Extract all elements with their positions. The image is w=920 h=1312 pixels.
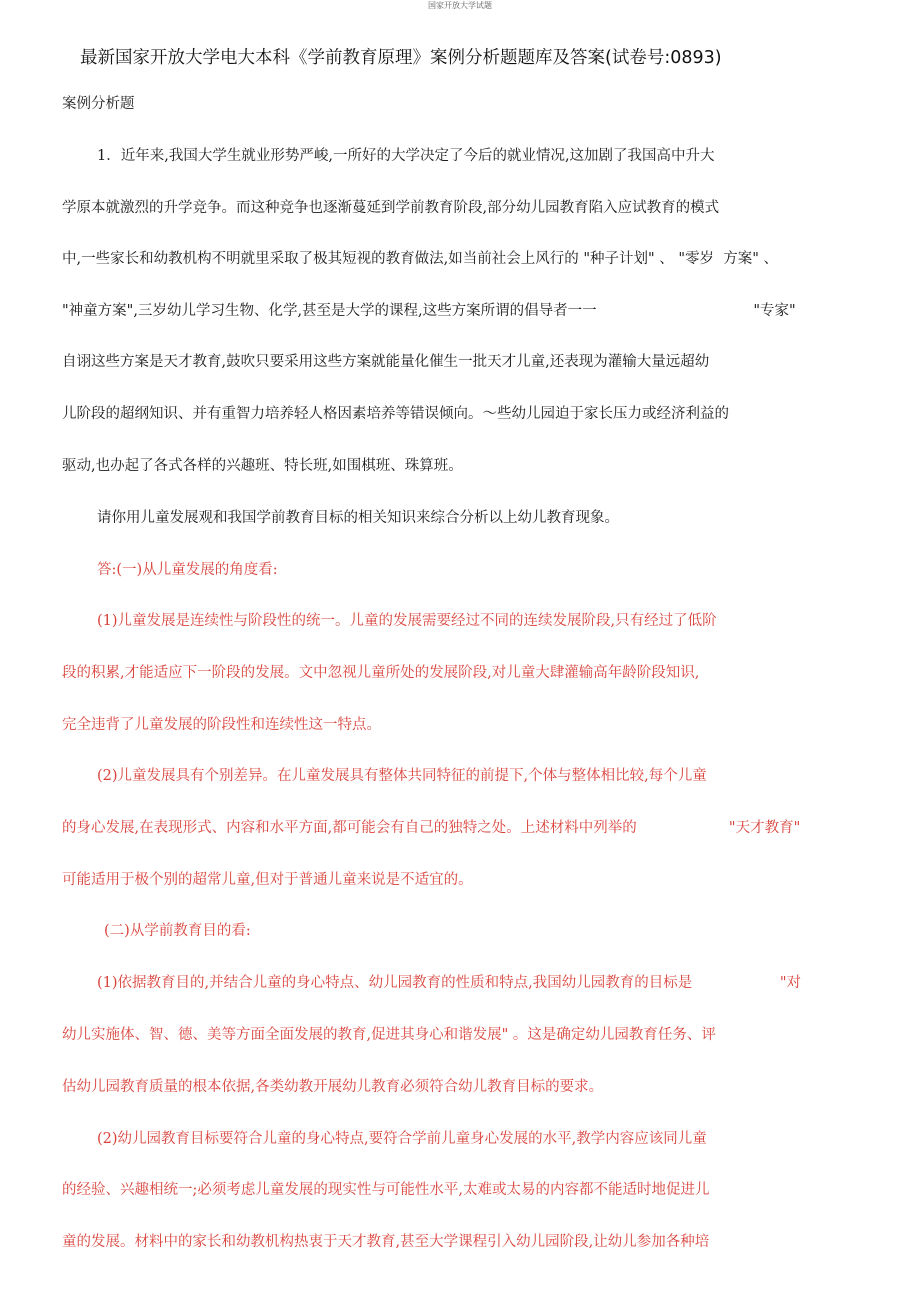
- answer-heading-2: (二)从学前教育目的看:: [104, 923, 251, 939]
- question-line: "神童方案",三岁幼儿学习生物、化学,甚至是大学的课程,这些方案所谓的倡导者一一 "专家": [62, 303, 796, 319]
- answer-line: 童的发展。材料中的家长和幼教机构热衷于天才教育,甚至大学课程引入幼儿园阶段,让幼儿参加各种培: [62, 1234, 710, 1250]
- answer-line: 可能适用于极个别的超常儿童,但对于普通儿童来说是不适宜的。: [62, 872, 473, 888]
- answer-line: (1)儿童发展是连续性与阶段性的统一。儿童的发展需要经过不同的连续发展阶段,只有经过了低阶: [97, 613, 717, 629]
- answer-line: 的身心发展,在表现形式、内容和水平方面,都可能会有自己的独特之处。上述材料中列举的 "天才教育": [62, 820, 801, 836]
- question-line: 自诩这些方案是天才教育,鼓吹只要采用这些方案就能量化催生一批天才儿童,还表现为灌输大量远超幼: [62, 354, 710, 370]
- running-header: 国家开放大学试题: [428, 1, 492, 10]
- answer-line: 幼儿实施体、智、德、美等方面全面发展的教育,促进其身心和谐发展" 。这是确定幼儿园教育任务、评: [62, 1027, 716, 1043]
- answer-heading-1: 答:(一)从儿童发展的角度看:: [97, 562, 278, 578]
- question-line: 驱动,也办起了各式各样的兴趣班、特长班,如围棋班、珠算班。: [62, 458, 463, 474]
- answer-line: 估幼儿园教育质量的根本依据,各类幼教开展幼儿教育必须符合幼儿教育目标的要求。: [62, 1079, 604, 1095]
- question-line: 中,一些家长和幼教机构不明就里采取了极其短视的教育做法,如当前社会上风行的 "种子计划" 、 "零岁 方案" 、: [62, 251, 779, 267]
- question-line: 儿阶段的超纲知识、并有重智力培养轻人格因素培养等错误倾向。〜些幼儿园迫于家长压力或经济利益的: [62, 406, 729, 422]
- question-prompt: 请你用儿童发展观和我国学前教育目标的相关知识来综合分析以上幼儿教育现象。: [97, 510, 619, 526]
- document-title: 最新国家开放大学电大本科《学前教育原理》案例分析题题库及答案(试卷号:0893): [80, 48, 722, 68]
- answer-line: (1)依据教育目的,并结合儿童的身心特点、幼儿园教育的性质和特点,我国幼儿园教育的目标是 "对: [97, 975, 801, 991]
- answer-line: 段的积累,才能适应下一阶段的发展。文中忽视儿童所处的发展阶段,对儿童大肆灌输高年龄阶段知识,: [62, 665, 700, 681]
- answer-line: 的经验、兴趣相统一;必须考虑儿童发展的现实性与可能性水平,太难或太易的内容都不能适时地促进儿: [62, 1182, 710, 1198]
- section-heading: 案例分析题: [62, 96, 135, 112]
- answer-line: (2)儿童发展具有个别差异。在儿童发展具有整体共同特征的前提下,个体与整体相比较,每个儿童: [97, 768, 707, 784]
- question-line: 学原本就激烈的升学竞争。而这种竞争也逐渐蔓延到学前教育阶段,部分幼儿园教育陷入应试教育的模式: [62, 200, 720, 216]
- answer-line: (2)幼儿园教育目标要符合儿童的身心特点,要符合学前儿童身心发展的水平,教学内容应该同儿童: [97, 1131, 707, 1147]
- question-line: 1．近年来,我国大学生就业形势严峻,一所好的大学决定了今后的就业情况,这加剧了我国高中升大: [97, 148, 715, 164]
- answer-line: 完全违背了儿童发展的阶段性和连续性这一特点。: [62, 717, 381, 733]
